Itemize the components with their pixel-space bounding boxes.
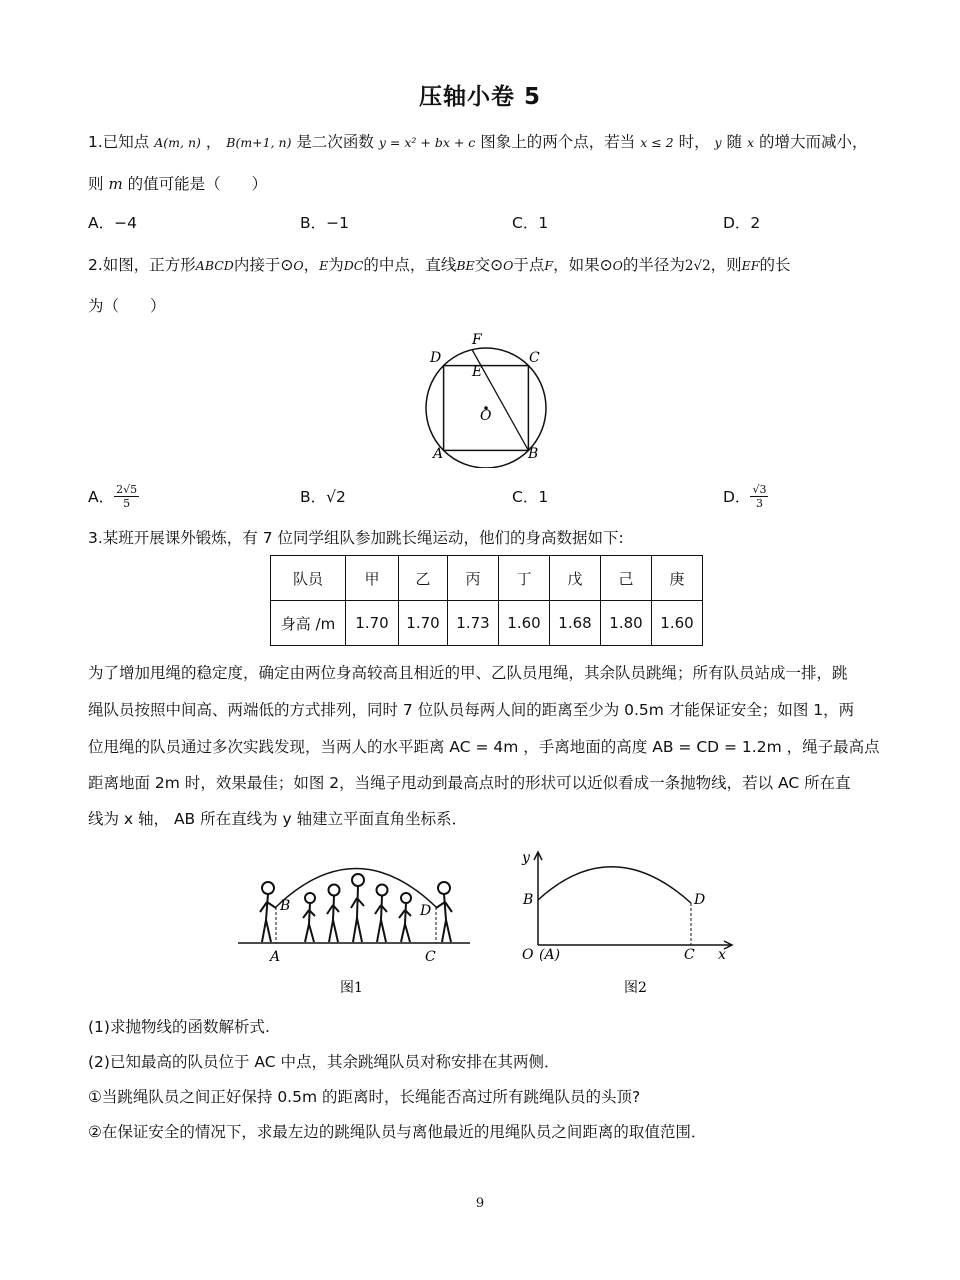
- q2-text: 的中点，直线: [363, 256, 457, 274]
- q3-para-line: 线为 x 轴， AB 所在直线为 y 轴建立平面直角坐标系．: [88, 810, 468, 828]
- q1-math-condition: x ≤ 2: [640, 135, 674, 150]
- q1-text: 的增大而减小，: [758, 133, 868, 151]
- q2-math: ABCD: [195, 258, 234, 273]
- page-number: 9: [475, 1196, 485, 1211]
- person-jumper: [351, 874, 364, 942]
- figure-2: [512, 842, 740, 1002]
- q2-text: ，: [303, 256, 320, 274]
- q2-line1: [88, 255, 791, 276]
- q3-sub2: (2)已知最高的队员位于 AC 中点，其余跳绳队员对称安排在其两侧．: [88, 1053, 560, 1071]
- fig2-label-d: D: [694, 892, 706, 908]
- q2-text: ，如果⊙: [553, 256, 613, 274]
- table-row-label: 身高 /m: [271, 601, 346, 646]
- q1-text: 1.已知点: [88, 133, 150, 151]
- q2-text: 的长: [759, 256, 791, 274]
- q2-option-a: [88, 478, 139, 514]
- q2-line2: 为（ ）: [88, 297, 166, 315]
- q1-text: 随: [726, 133, 743, 151]
- q2-math: O: [612, 258, 623, 273]
- parabola: [538, 867, 691, 903]
- q1-math-point-a: A(m, n): [154, 135, 201, 150]
- fig2-label-o: O: [522, 947, 534, 963]
- q2-text: 于点: [513, 256, 545, 274]
- q2-option-d-prefix: D．: [723, 488, 751, 506]
- fig1-label-c: C: [425, 949, 436, 965]
- q2-math: E: [319, 258, 329, 273]
- table-cell: 甲: [346, 556, 399, 601]
- q1-text: ，: [205, 133, 222, 151]
- q1-line1: [88, 132, 868, 153]
- q2-option-d: [723, 478, 768, 514]
- fig2-label-a: (A): [539, 947, 561, 963]
- q2-math: F: [544, 258, 554, 273]
- q1-option-b: B．−1: [300, 214, 349, 232]
- q1-text: 图象上的两个点，若当: [480, 133, 636, 151]
- q2-math: BE: [456, 258, 475, 273]
- table-cell: 庚: [652, 556, 703, 601]
- table-cell: 1.70: [346, 601, 399, 646]
- fig1-label-d: D: [420, 903, 432, 919]
- q2-figure: [420, 328, 560, 468]
- fraction-denominator: 3: [755, 496, 763, 510]
- q1-math-function: y = x² + bx + c: [378, 135, 476, 150]
- person-jumper: [327, 885, 340, 943]
- table-cell: 1.70: [399, 601, 448, 646]
- label-a: A: [433, 446, 444, 462]
- table-cell: 1.80: [601, 601, 652, 646]
- q2-option-a-prefix: A．: [88, 488, 115, 506]
- q1-option-d: D．2: [723, 214, 761, 232]
- table-cell: 丙: [448, 556, 499, 601]
- q2-option-d-fraction: [750, 483, 768, 510]
- q2-option-a-fraction: [114, 483, 139, 510]
- person-jumper: [303, 893, 315, 942]
- fig1-caption: 图1: [340, 980, 363, 996]
- table-header-row: [271, 556, 703, 601]
- figure-1: [236, 860, 476, 1002]
- q3-para-line: 位甩绳的队员通过多次实践发现，当两人的水平距离 AC = 4m ，手离地面的高度 AB = CD = 1.2m ，绳子最高点: [88, 738, 880, 756]
- label-b: B: [528, 446, 539, 462]
- q2-text: 2.如图，正方形: [88, 256, 196, 274]
- label-c: C: [529, 350, 540, 366]
- q1-text: 是二次函数: [296, 133, 374, 151]
- fig2-label-x: x: [718, 947, 726, 963]
- q3-para-line: 距离地面 2m 时，效果最佳；如图 2，当绳子甩动到最高点时的形状可以近似看成一条抛物线，若以 AC 所在直: [88, 774, 851, 792]
- table-cell: 己: [601, 556, 652, 601]
- person-swinger-right: [436, 882, 452, 942]
- q1-math-y: y: [714, 135, 722, 150]
- q2-math: EF: [741, 258, 760, 273]
- fraction-denominator: 5: [123, 496, 131, 510]
- q2-text: 交⊙: [474, 256, 504, 274]
- q2-math: O: [503, 258, 514, 273]
- q3-sub2a: ①当跳绳队员之间正好保持 0.5m 的距离时，长绳能否高过所有跳绳队员的头顶?: [88, 1088, 641, 1106]
- q1-math-point-b: B(m+1, n): [226, 135, 292, 150]
- label-o: O: [480, 408, 492, 424]
- fraction-numerator: 2√5: [116, 482, 138, 496]
- fig2-label-c: C: [684, 947, 695, 963]
- table-cell: 丁: [499, 556, 550, 601]
- q1-math-x: x: [746, 135, 755, 150]
- fig2-label-y: y: [522, 850, 530, 866]
- q2-text: 的半径为: [622, 256, 685, 274]
- height-table: [270, 555, 703, 646]
- q2-text: 内接于⊙: [233, 256, 294, 274]
- table-cell: 戊: [550, 556, 601, 601]
- q2-text: 为: [328, 256, 344, 274]
- label-f: F: [472, 332, 482, 348]
- label-d: D: [430, 350, 442, 366]
- table-cell: 1.73: [448, 601, 499, 646]
- q1-text: 时，: [678, 133, 710, 151]
- q2-option-c: C．1: [512, 488, 549, 506]
- q2-math: DC: [343, 258, 364, 273]
- page-title: 压轴小卷 5: [418, 84, 541, 110]
- person-swinger-left: [260, 882, 276, 942]
- q2-math: O: [293, 258, 304, 273]
- q3-sub2b: ②在保证安全的情况下，求最左边的跳绳队员与离他最近的甩绳队员之间距离的取值范围．: [88, 1123, 707, 1141]
- table-cell: 1.68: [550, 601, 601, 646]
- q2-text: ，则: [710, 256, 742, 274]
- fig1-label-b: B: [280, 898, 291, 914]
- q3-sub1: (1)求抛物线的函数解析式.: [88, 1018, 270, 1036]
- table-cell: 1.60: [652, 601, 703, 646]
- fig2-caption: 图2: [624, 980, 647, 996]
- q3-para-line: 绳队员按照中间高、两端低的方式排列，同时 7 位队员每两人间的距离至少为 0.5m 才能保证安全；如图 1，两: [88, 701, 855, 719]
- fraction-numerator: √3: [752, 482, 767, 496]
- person-jumper: [375, 885, 388, 943]
- q1-option-a: A．−4: [88, 214, 137, 232]
- q2-option-b: B．√2: [300, 488, 346, 506]
- q1-line2: [88, 174, 267, 194]
- q1-text: 的值可能是（ ）: [127, 175, 268, 193]
- q2-math-radius: 2√2: [684, 258, 711, 274]
- q3-intro: 3.某班开展课外锻炼，有 7 位同学组队参加跳长绳运动，他们的身高数据如下:: [88, 529, 624, 547]
- table-cell: 队员: [271, 556, 346, 601]
- fig1-label-a: A: [270, 949, 281, 965]
- label-e: E: [472, 364, 483, 380]
- q1-math-m: m: [108, 175, 123, 193]
- q1-option-c: C．1: [512, 214, 549, 232]
- q3-para-line: 为了增加甩绳的稳定度，确定由两位身高较高且相近的甲、乙队员甩绳，其余队员跳绳；所有队员站成一排，跳: [88, 664, 848, 682]
- person-jumper: [399, 893, 411, 942]
- fig2-label-b: B: [523, 892, 534, 908]
- table-cell: 1.60: [499, 601, 550, 646]
- table-cell: 乙: [399, 556, 448, 601]
- table-row: [271, 601, 703, 646]
- q1-text: 则: [88, 175, 104, 193]
